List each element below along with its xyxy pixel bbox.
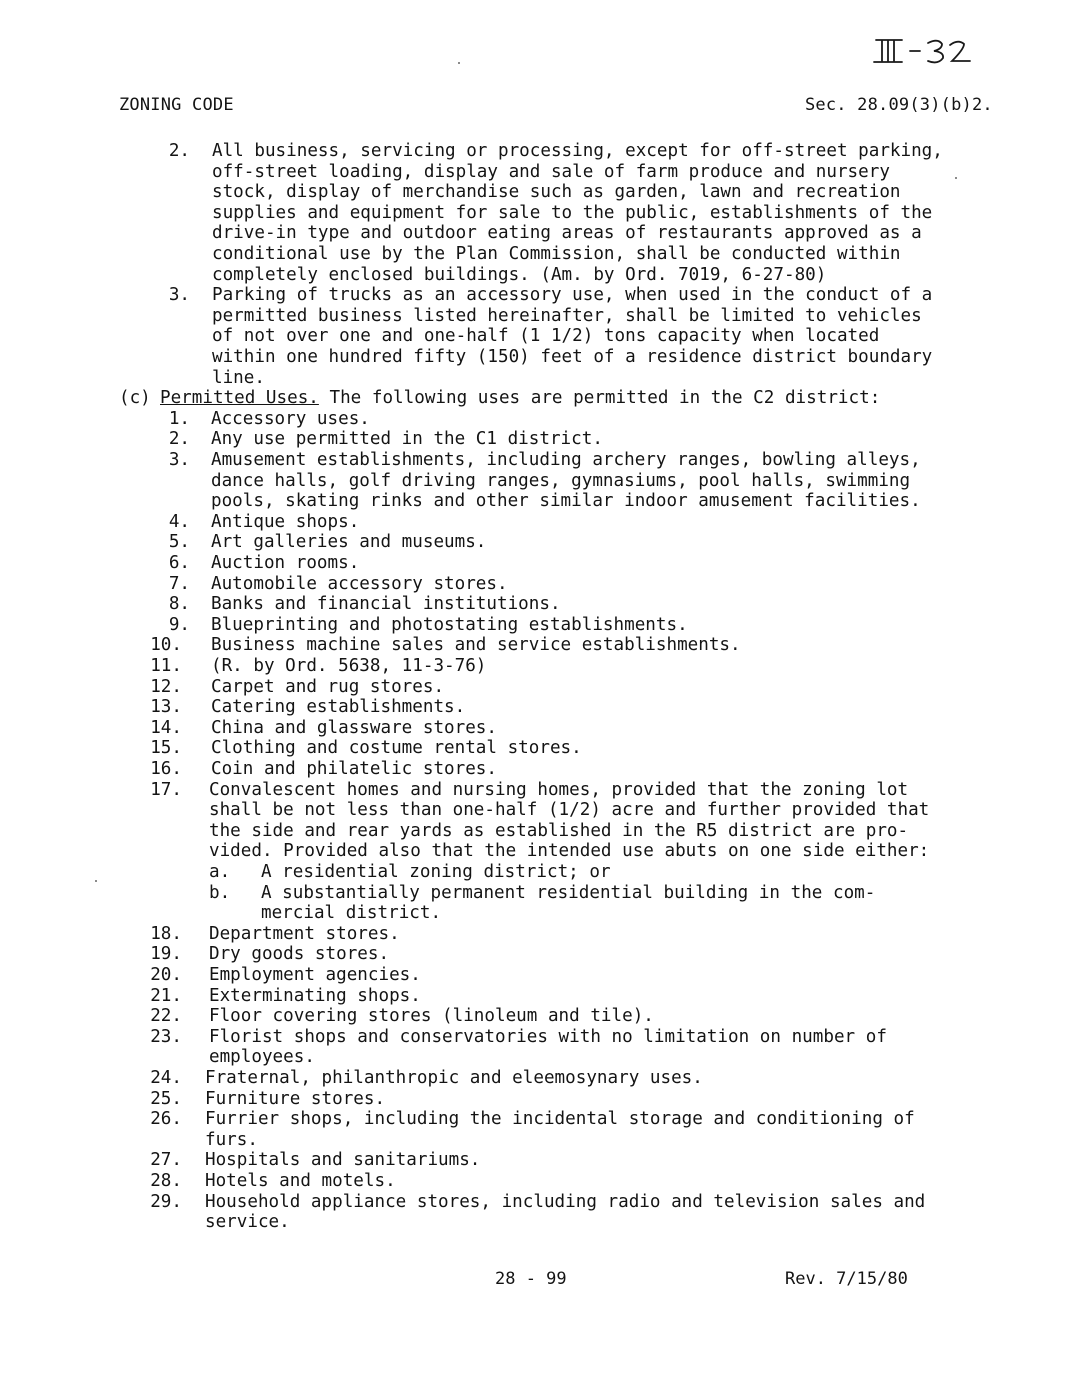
use-text-line: Accessory uses. <box>211 408 370 429</box>
item-text-line: conditional use by the Plan Commission, shall be conducted within <box>212 244 901 264</box>
use-number: 14. <box>150 717 182 738</box>
use-number: 11. <box>150 656 182 676</box>
scan-speck <box>955 177 957 179</box>
use-number: 8. <box>168 594 190 615</box>
use-number: 6. <box>168 553 190 573</box>
use-text-line: Floor covering stores (linoleum and tile). <box>209 1006 654 1027</box>
item-text-line: stock, display of merchandise such as garden, lawn and recreation <box>212 182 901 203</box>
use-number: 3. <box>168 450 190 470</box>
use-text-line: Hotels and motels. <box>205 1171 396 1191</box>
item-text-line: completely enclosed buildings. (Am. by Ord. 7019, 6-27-80) <box>212 264 827 285</box>
section-label: (c) <box>119 388 151 409</box>
use-text-line: Department stores. <box>209 923 400 944</box>
use-number: 17. <box>150 779 182 800</box>
use-number: 29. <box>150 1191 182 1212</box>
use-number: 9. <box>168 614 190 635</box>
use-text-line: Employment agencies. <box>209 965 421 985</box>
use-text-line: Carpet and rug stores. <box>211 676 445 697</box>
item-text-line: of not over one and one-half (1 1/2) tons capacity when located <box>212 326 880 347</box>
use-text-line: Household appliance stores, including radio and television sales and <box>205 1191 926 1212</box>
section-heading: Permitted Uses. <box>160 388 319 409</box>
use-text-line: Coin and philatelic stores. <box>211 759 497 779</box>
use-number: 21. <box>150 985 182 1006</box>
use-text-line: (R. by Ord. 5638, 11-3-76) <box>211 656 487 676</box>
use-text-line: Exterminating shops. <box>209 985 421 1006</box>
use-text-line: Dry goods stores. <box>209 944 390 965</box>
header-title: ZONING CODE <box>119 95 234 115</box>
use-number: 4. <box>168 511 190 532</box>
use-text-line: Art galleries and museums. <box>211 532 487 553</box>
use-number: 1. <box>168 408 190 429</box>
use-number: 27. <box>150 1150 182 1171</box>
sub-item-letter: b. <box>209 882 231 903</box>
use-number: 24. <box>150 1068 182 1088</box>
item-text-line: All business, servicing or processing, except for off-street parking, <box>212 141 943 161</box>
item-number: 3. <box>168 285 190 306</box>
use-number: 18. <box>150 923 182 944</box>
use-text-line: Auction rooms. <box>211 553 360 573</box>
revision-date: Rev. 7/15/80 <box>785 1269 908 1289</box>
use-number: 23. <box>150 1026 182 1047</box>
use-number: 20. <box>150 965 182 985</box>
use-number: 26. <box>150 1109 182 1130</box>
use-text-line: the side and rear yards as established in the R5 district are pro- <box>209 820 909 841</box>
use-text-line: Antique shops. <box>211 511 360 532</box>
item-text-line: within one hundred fifty (150) feet of a residence district boundary <box>212 347 933 367</box>
use-text-line: Blueprinting and photostating establishments. <box>211 614 688 635</box>
use-text-line: Fraternal, philanthropic and eleemosynary uses. <box>205 1068 703 1088</box>
use-number: 25. <box>150 1088 182 1109</box>
item-text-line: line. <box>212 367 265 388</box>
use-number: 2. <box>168 429 190 450</box>
use-text-line: furs. <box>205 1129 258 1150</box>
section-intro: The following uses are permitted in the C2 district: <box>318 388 881 409</box>
use-text-line: shall be not less than one-half (1/2) acre and further provided that <box>209 800 930 821</box>
item-text-line: Parking of trucks as an accessory use, when used in the conduct of a <box>212 285 933 306</box>
item-number: 2. <box>168 141 190 161</box>
use-text-line: Business machine sales and service establishments. <box>211 635 741 656</box>
use-number: 22. <box>150 1006 182 1027</box>
sub-item-text-line: A residential zoning district; or <box>261 862 611 882</box>
item-text-line: permitted business listed hereinafter, shall be limited to vehicles <box>212 305 922 326</box>
sub-item-letter: a. <box>209 862 231 882</box>
use-text-line: Convalescent homes and nursing homes, provided that the zoning lot <box>209 779 909 800</box>
use-text-line: pools, skating rinks and other similar indoor amusement facilities. <box>211 491 921 512</box>
scan-speck <box>458 62 460 64</box>
use-number: 7. <box>168 573 190 594</box>
sub-item-text-line: A substantially permanent residential building in the com- <box>261 882 876 903</box>
use-number: 5. <box>168 532 190 553</box>
section-reference: Sec. 28.09(3)(b)2. <box>805 95 993 115</box>
use-text-line: service. <box>205 1212 290 1233</box>
use-text-line: China and glassware stores. <box>211 717 497 738</box>
item-text-line: off-street loading, display and sale of farm produce and nursery <box>212 161 890 182</box>
use-number: 19. <box>150 944 182 965</box>
use-number: 10. <box>150 635 182 656</box>
use-text-line: Amusement establishments, including archery ranges, bowling alleys, <box>211 450 921 470</box>
use-text-line: vided. Provided also that the intended use abuts on one side either: <box>209 841 930 862</box>
use-text-line: Furniture stores. <box>205 1088 386 1109</box>
use-text-line: Any use permitted in the C1 district. <box>211 429 603 450</box>
use-number: 16. <box>150 759 182 779</box>
item-text-line: supplies and equipment for sale to the public, establishments of the <box>212 202 933 223</box>
use-text-line: Clothing and costume rental stores. <box>211 738 582 759</box>
use-text-line: Hospitals and sanitariums. <box>205 1150 481 1171</box>
use-number: 28. <box>150 1171 182 1191</box>
use-text-line: Florist shops and conservatories with no limitation on number of <box>209 1026 887 1047</box>
scan-speck <box>95 880 97 882</box>
use-text-line: dance halls, golf driving ranges, gymnasiums, pool halls, swimming <box>211 470 911 491</box>
item-text-line: drive-in type and outdoor eating areas of restaurants approved as a <box>212 223 922 244</box>
sub-item-text-line: mercial district. <box>261 903 442 924</box>
use-text-line: Banks and financial institutions. <box>211 594 561 615</box>
use-number: 13. <box>150 697 182 718</box>
use-text-line: Automobile accessory stores. <box>211 573 508 594</box>
use-text-line: Furrier shops, including the incidental storage and conditioning of <box>205 1109 915 1130</box>
use-number: 12. <box>150 676 182 697</box>
page-number: 28 - 99 <box>495 1269 567 1289</box>
use-number: 15. <box>150 738 182 759</box>
use-text-line: employees. <box>209 1047 315 1068</box>
handwritten-page-mark <box>872 34 992 68</box>
use-text-line: Catering establishments. <box>211 697 466 718</box>
